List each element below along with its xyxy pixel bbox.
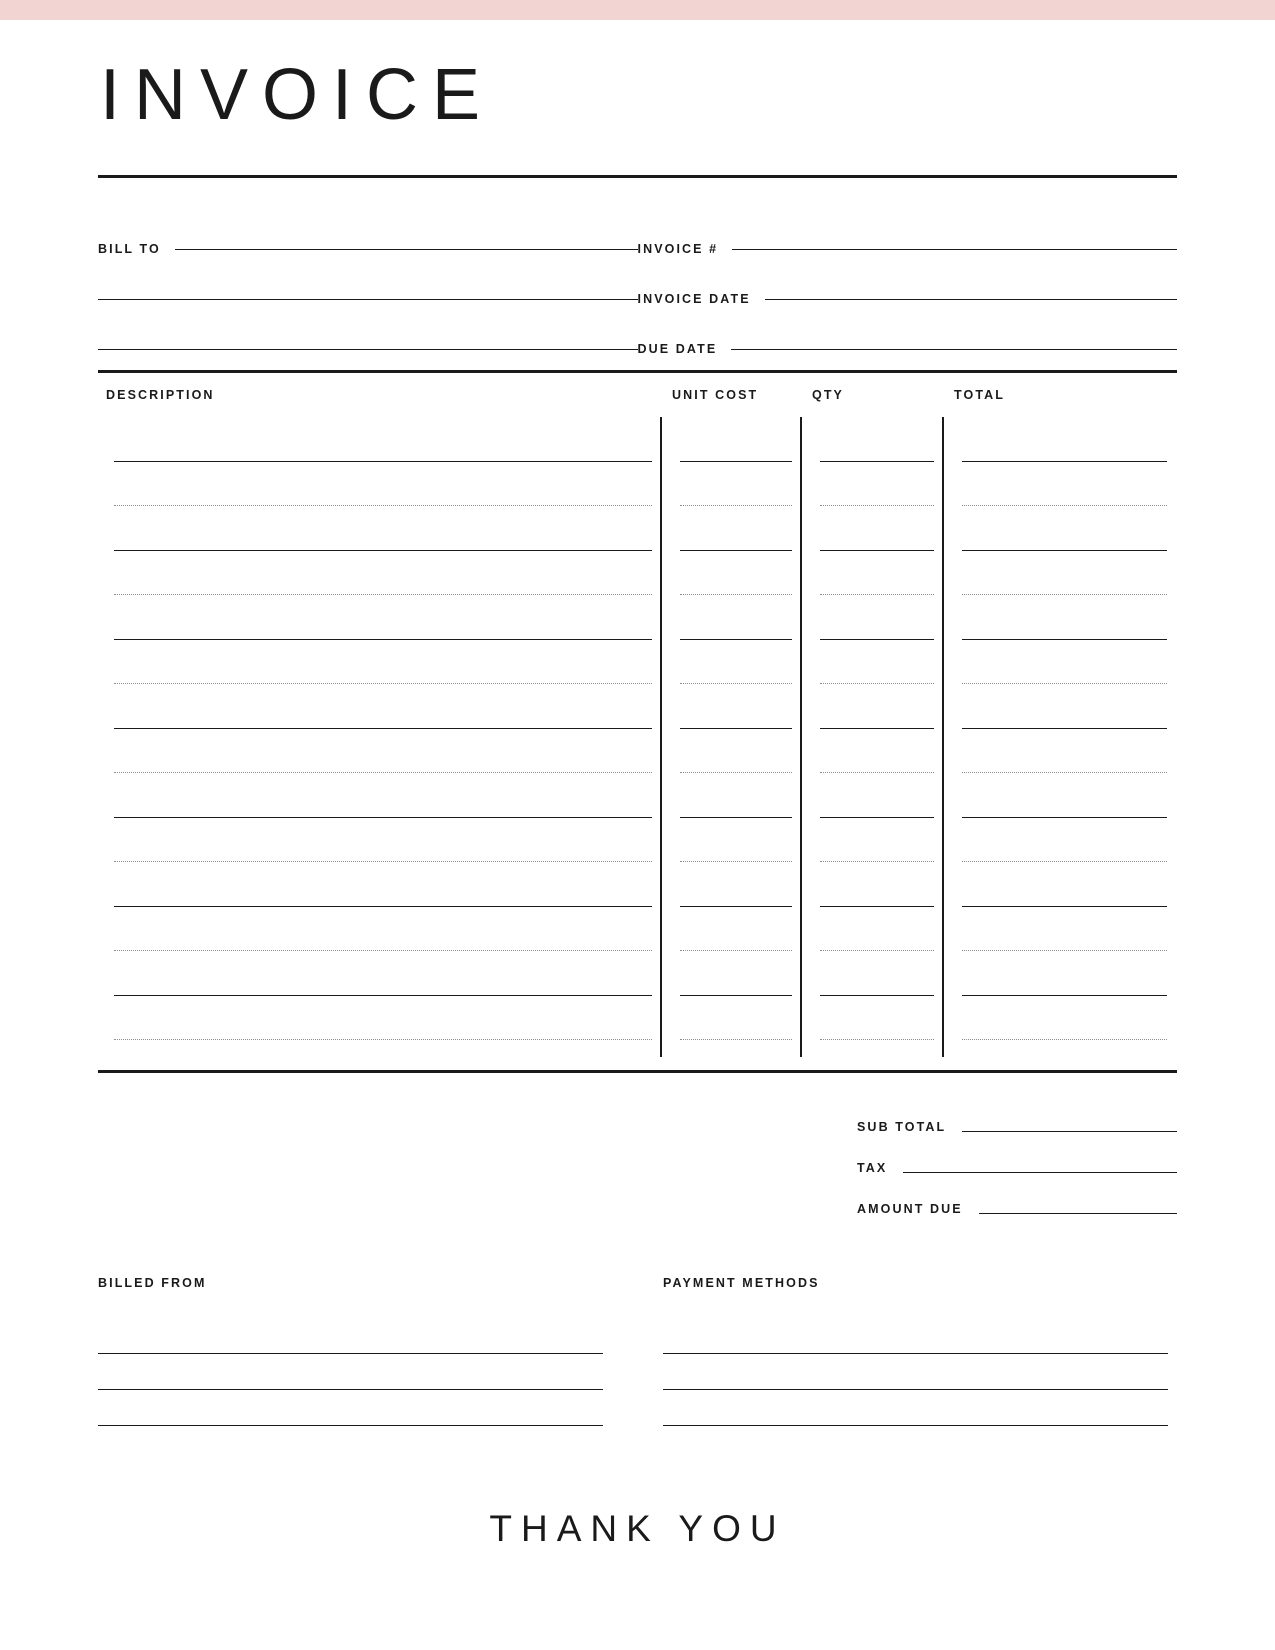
table-row bbox=[98, 462, 1177, 507]
column-header-qty: QTY bbox=[812, 388, 844, 403]
cell-unit-cost[interactable] bbox=[660, 951, 800, 996]
payment-methods-input-2[interactable] bbox=[663, 1354, 1168, 1390]
table-row bbox=[98, 996, 1177, 1041]
table-vline-2 bbox=[800, 417, 802, 1057]
cell-description[interactable] bbox=[98, 595, 660, 640]
invoice-meta-section bbox=[98, 206, 1177, 356]
thank-you-note: THANK YOU bbox=[489, 1508, 786, 1550]
cell-total[interactable] bbox=[942, 462, 1175, 507]
invoice-page bbox=[0, 20, 1275, 1650]
billed-from-block bbox=[98, 1276, 603, 1426]
cell-unit-cost[interactable] bbox=[660, 773, 800, 818]
cell-qty[interactable] bbox=[800, 818, 942, 863]
amount-due-label: AMOUNT DUE bbox=[857, 1202, 963, 1217]
title-divider bbox=[98, 175, 1177, 178]
table-row bbox=[98, 595, 1177, 640]
bill-to-input-3[interactable] bbox=[98, 349, 638, 350]
cell-qty[interactable] bbox=[800, 462, 942, 507]
table-row bbox=[98, 551, 1177, 596]
cell-unit-cost[interactable] bbox=[660, 729, 800, 774]
cell-total[interactable] bbox=[942, 907, 1175, 952]
cell-qty[interactable] bbox=[800, 640, 942, 685]
payment-methods-input-1[interactable] bbox=[663, 1318, 1168, 1354]
cell-unit-cost[interactable] bbox=[660, 417, 800, 462]
column-header-description: DESCRIPTION bbox=[106, 388, 215, 403]
billed-from-label: BILLED FROM bbox=[98, 1276, 207, 1291]
bill-to-block bbox=[98, 206, 638, 356]
cell-qty[interactable] bbox=[800, 551, 942, 596]
table-bottom-divider bbox=[98, 1070, 1177, 1073]
bill-to-label: BILL TO bbox=[98, 242, 161, 257]
table-row bbox=[98, 951, 1177, 996]
cell-qty[interactable] bbox=[800, 773, 942, 818]
column-header-unit-cost: UNIT COST bbox=[672, 388, 759, 403]
totals-section bbox=[98, 1097, 1177, 1220]
subtotal-row bbox=[857, 1097, 1177, 1138]
invoice-number-label: INVOICE # bbox=[637, 242, 719, 257]
bill-to-row-2 bbox=[98, 256, 638, 306]
cell-qty[interactable] bbox=[800, 951, 942, 996]
cell-qty[interactable] bbox=[800, 684, 942, 729]
cell-qty[interactable] bbox=[800, 907, 942, 952]
page-title: INVOICE bbox=[100, 55, 495, 135]
cell-description[interactable] bbox=[98, 551, 660, 596]
table-row bbox=[98, 818, 1177, 863]
footer-section bbox=[98, 1276, 1177, 1426]
tax-input[interactable] bbox=[903, 1172, 1177, 1173]
cell-unit-cost[interactable] bbox=[660, 818, 800, 863]
cell-description[interactable] bbox=[98, 862, 660, 907]
bill-to-row-1 bbox=[98, 206, 638, 256]
invoice-number-row bbox=[638, 206, 1178, 256]
table-vline-3 bbox=[942, 417, 944, 1057]
cell-description[interactable] bbox=[98, 640, 660, 685]
table-row bbox=[98, 907, 1177, 952]
billed-from-input-3[interactable] bbox=[98, 1390, 603, 1426]
cell-unit-cost[interactable] bbox=[660, 551, 800, 596]
table-row bbox=[98, 862, 1177, 907]
table-vline-1 bbox=[660, 417, 662, 1057]
cell-total[interactable] bbox=[942, 818, 1175, 863]
cell-unit-cost[interactable] bbox=[660, 907, 800, 952]
cell-total[interactable] bbox=[942, 951, 1175, 996]
cell-unit-cost[interactable] bbox=[660, 640, 800, 685]
cell-total[interactable] bbox=[942, 640, 1175, 685]
line-items-table bbox=[98, 370, 1177, 1073]
payment-methods-block bbox=[663, 1276, 1168, 1426]
cell-total[interactable] bbox=[942, 729, 1175, 774]
cell-description[interactable] bbox=[98, 907, 660, 952]
cell-unit-cost[interactable] bbox=[660, 595, 800, 640]
table-row bbox=[98, 729, 1177, 774]
cell-qty[interactable] bbox=[800, 595, 942, 640]
cell-qty[interactable] bbox=[800, 417, 942, 462]
invoice-date-row bbox=[638, 256, 1178, 306]
invoice-details-block bbox=[638, 206, 1178, 356]
cell-qty[interactable] bbox=[800, 729, 942, 774]
table-row bbox=[98, 417, 1177, 462]
due-date-input[interactable] bbox=[731, 349, 1177, 350]
cell-description[interactable] bbox=[98, 506, 660, 551]
amount-due-row bbox=[857, 1179, 1177, 1220]
cell-description[interactable] bbox=[98, 417, 660, 462]
cell-total[interactable] bbox=[942, 417, 1175, 462]
cell-description[interactable] bbox=[98, 996, 660, 1041]
billed-from-input-2[interactable] bbox=[98, 1354, 603, 1390]
bill-to-input-2[interactable] bbox=[98, 299, 638, 300]
cell-description[interactable] bbox=[98, 773, 660, 818]
cell-description[interactable] bbox=[98, 818, 660, 863]
cell-total[interactable] bbox=[942, 996, 1175, 1041]
accent-band bbox=[0, 0, 1275, 20]
payment-methods-input-3[interactable] bbox=[663, 1390, 1168, 1426]
cell-description[interactable] bbox=[98, 951, 660, 996]
billed-from-input-1[interactable] bbox=[98, 1318, 603, 1354]
invoice-date-label: INVOICE DATE bbox=[637, 292, 751, 307]
tax-row bbox=[857, 1138, 1177, 1179]
cell-unit-cost[interactable] bbox=[660, 862, 800, 907]
cell-total[interactable] bbox=[942, 595, 1175, 640]
cell-qty[interactable] bbox=[800, 996, 942, 1041]
cell-qty[interactable] bbox=[800, 506, 942, 551]
cell-description[interactable] bbox=[98, 729, 660, 774]
table-row bbox=[98, 506, 1177, 551]
table-row bbox=[98, 773, 1177, 818]
cell-total[interactable] bbox=[942, 551, 1175, 596]
bill-to-input-1[interactable] bbox=[175, 249, 638, 250]
cell-total[interactable] bbox=[942, 773, 1175, 818]
cell-qty[interactable] bbox=[800, 862, 942, 907]
table-body bbox=[98, 417, 1177, 1070]
cell-total[interactable] bbox=[942, 506, 1175, 551]
due-date-row bbox=[638, 306, 1178, 356]
table-row bbox=[98, 684, 1177, 729]
bill-to-row-3 bbox=[98, 306, 638, 356]
cell-unit-cost[interactable] bbox=[660, 506, 800, 551]
cell-total[interactable] bbox=[942, 684, 1175, 729]
cell-description[interactable] bbox=[98, 462, 660, 507]
column-header-total: TOTAL bbox=[954, 388, 1006, 403]
cell-description[interactable] bbox=[98, 684, 660, 729]
cell-unit-cost[interactable] bbox=[660, 684, 800, 729]
payment-methods-label: PAYMENT METHODS bbox=[663, 1276, 820, 1291]
invoice-date-input[interactable] bbox=[765, 299, 1177, 300]
due-date-label: DUE DATE bbox=[637, 342, 718, 357]
invoice-number-input[interactable] bbox=[732, 249, 1177, 250]
amount-due-input[interactable] bbox=[979, 1213, 1177, 1214]
table-header-row bbox=[98, 373, 1177, 417]
tax-label: TAX bbox=[857, 1161, 888, 1176]
subtotal-input[interactable] bbox=[962, 1131, 1177, 1132]
cell-unit-cost[interactable] bbox=[660, 462, 800, 507]
cell-unit-cost[interactable] bbox=[660, 996, 800, 1041]
table-row bbox=[98, 640, 1177, 685]
cell-total[interactable] bbox=[942, 862, 1175, 907]
subtotal-label: SUB TOTAL bbox=[857, 1120, 947, 1135]
